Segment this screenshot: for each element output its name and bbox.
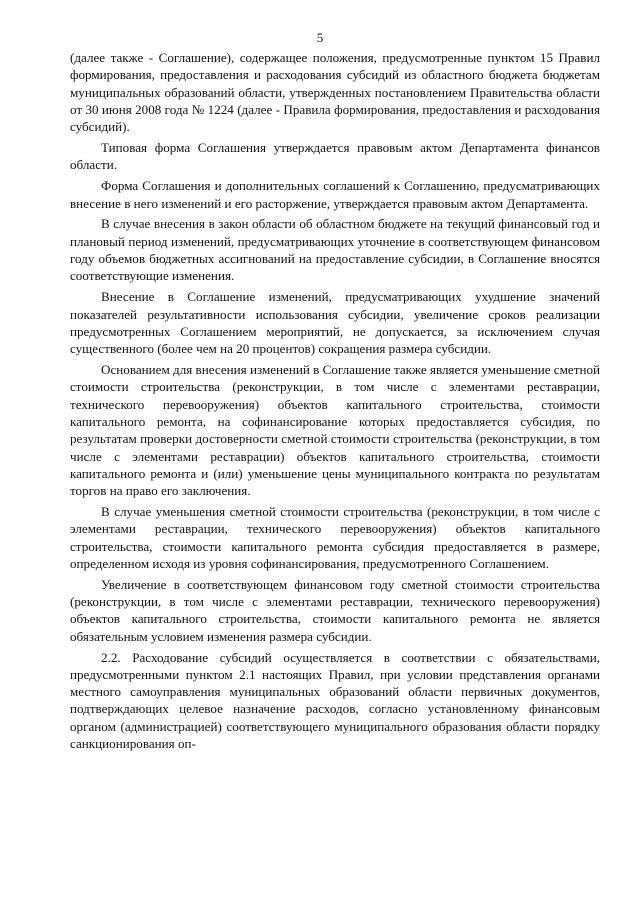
page-number: 5 bbox=[316, 30, 324, 45]
paragraph-6: Основанием для внесения изменений в Соглашение также является уменьшение сметной стоимости строительства (реконструкции, в том числе с элементами реставрации, технического перевооружения) объектов капитального строительства, стоимости капитального ремонта, на софинансирование которых предоставляется субсидия, по результатам проверки достоверности сметной стоимости строительства (реконструкции, в том числе с элементами реставрации) объектов капитального строительства, стоимости капитального ремонта и (или) уменьшение цены муниципального контракта по результатам торгов на право его заключения. bbox=[70, 362, 600, 499]
paragraph-3: Форма Соглашения и дополнительных соглашений к Соглашению, предусматривающих внесение в него изменений и его расторжение, утверждается правовым актом Департамента. bbox=[70, 178, 600, 211]
paragraph-8: Увеличение в соответствующем финансовом году сметной стоимости строительства (реконструкции, в том числе с элементами реставрации, технического перевооружения) объектов капитального строительства, стоимости капитального ремонта не является обязательным условием изменения размера субсидии. bbox=[70, 576, 600, 644]
paragraph-9: 2.2. Расходование субсидий осуществляется в соответствии с обязательствами, предусмотренными пунктом 2.1 настоящих Правил, при условии представления органами местного самоуправления муниципальных образований области первичных документов, подтверждающих целевое назначение расходов, согласно установленному финансовым органом (администрацией) соответствующего муниципального образования области порядку санкционирования оп- bbox=[70, 649, 600, 752]
document-body bbox=[70, 49, 600, 752]
paragraph-2: Типовая форма Соглашения утверждается правовым актом Департамента финансов области. bbox=[70, 140, 600, 173]
paragraph-1: (далее также - Соглашение), содержащее положения, предусмотренные пунктом 15 Правил формирования, предоставления и расходования субсидий из областного бюджета бюджетам муниципальных образований области, утвержденных постановлением Правительства области от 30 июня 2008 года № 1224 (далее - Правила формирования, предоставления и расходования субсидий). bbox=[70, 50, 600, 135]
paragraph-7: В случае уменьшения сметной стоимости строительства (реконструкции, в том числе с элементами реставрации, технического перевооружения) объектов капитального строительства, стоимости капитального ремонта субсидия предоставляется в размере, определенном исходя из уровня софинансирования, предусмотренного Соглашением. bbox=[70, 503, 600, 571]
paragraph-5: Внесение в Соглашение изменений, предусматривающих ухудшение значений показателей результативности использования субсидии, увеличение сроков реализации предусмотренных Соглашением мероприятий, не допускается, за исключением случая существенного (более чем на 20 процентов) сокращения размера субсидии. bbox=[70, 289, 600, 357]
paragraph-4: В случае внесения в закон области об областном бюджете на текущий финансовый год и плановый период изменений, предусматривающих уточнение в соответствующем финансовом году объемов бюджетных ассигнований на предоставление субсидии, в Соглашение вносятся соответствующие изменения. bbox=[70, 216, 600, 284]
